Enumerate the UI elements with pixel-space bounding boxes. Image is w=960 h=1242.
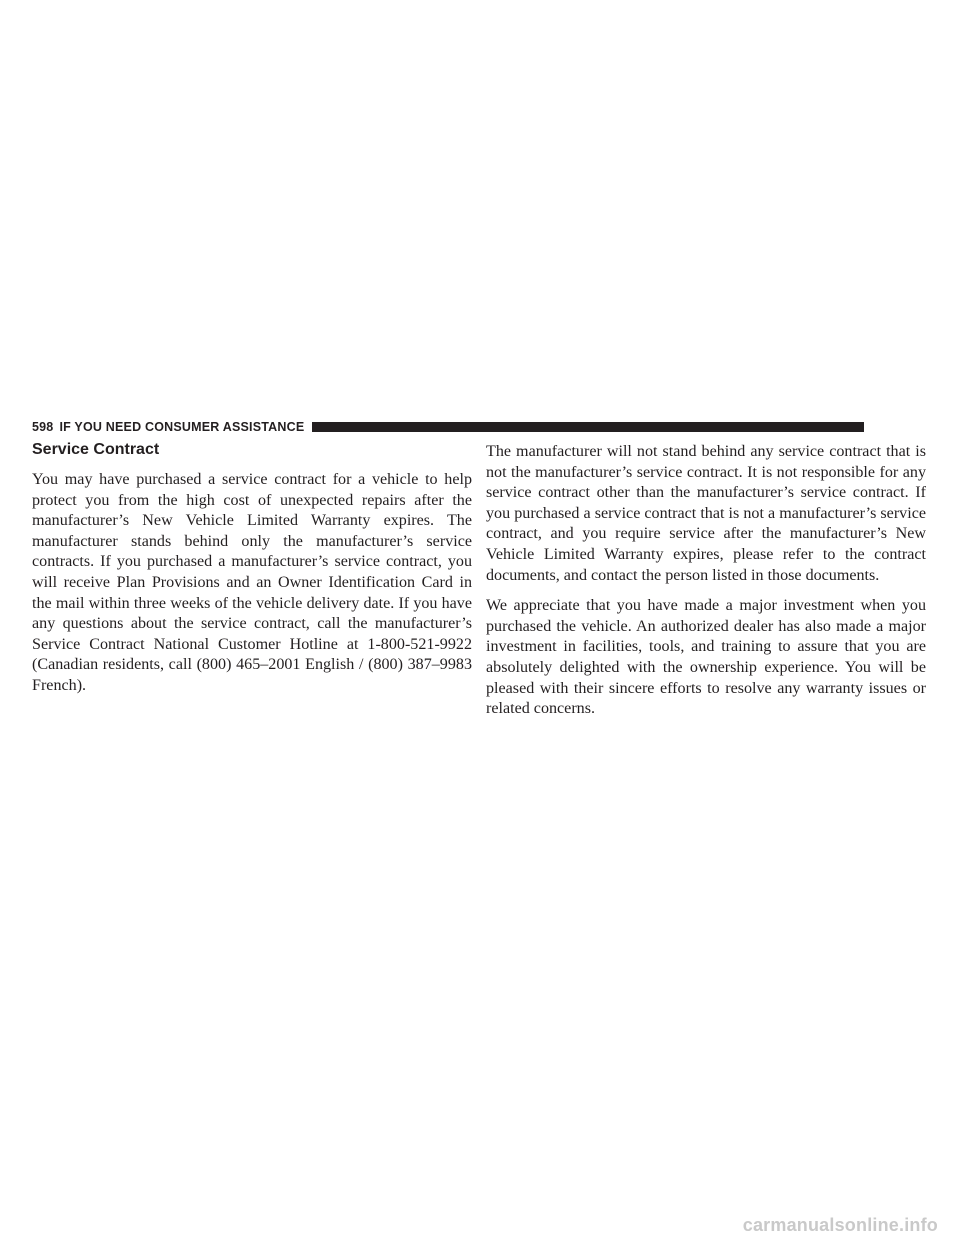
service-contract-heading: Service Contract bbox=[32, 441, 160, 458]
service-contract-paragraph: You may have purchased a service contract for a vehicle to help protect you from the high cost of unexpected repairs after the manufacturer’s New Vehicle Limited Warranty expires. The manufacturer stands behind only the manufacturer’s service contracts. If you purchased a manufacturer’s service contract, you will receive Plan Provisions and an Owner Identification Card in the mail within three weeks of the vehicle delivery date. If you have any questions about the service contract, call the manufacturer’s Service Contract National Customer Hotline at 1-800-521-9922 (Canadian residents, call (800) 465–2001 English / (800) 387–9983 French). bbox=[32, 471, 472, 694]
left-column bbox=[32, 440, 472, 697]
manufacturer-paragraph: The manufacturer will not stand behind any service contract that is not the manufacturer’s service contract. It is not responsible for any service contract other than the manufacturer’s service contract. If you purchased a service contract that is not a manufacturer’s service contract, and you require service after the manufacturer’s New Vehicle Limited Warranty expires, please refer to the contract documents, and contact the person listed in those documents. bbox=[486, 443, 926, 584]
right-column bbox=[486, 442, 926, 720]
header-rule bbox=[312, 422, 864, 432]
site-watermark: carmanualsonline.info bbox=[742, 1215, 938, 1235]
page-header bbox=[32, 419, 864, 435]
investment-paragraph: We appreciate that you have made a major investment when you purchased the vehicle. An authorized dealer has also made a major investment in facilities, tools, and training to assure that you are absolutely delighted with the ownership experience. You will be pleased with their sincere efforts to resolve any warranty issues or related concerns. bbox=[486, 597, 926, 718]
section-title: IF YOU NEED CONSUMER ASSISTANCE bbox=[59, 420, 305, 434]
page-number: 598 bbox=[32, 420, 54, 434]
